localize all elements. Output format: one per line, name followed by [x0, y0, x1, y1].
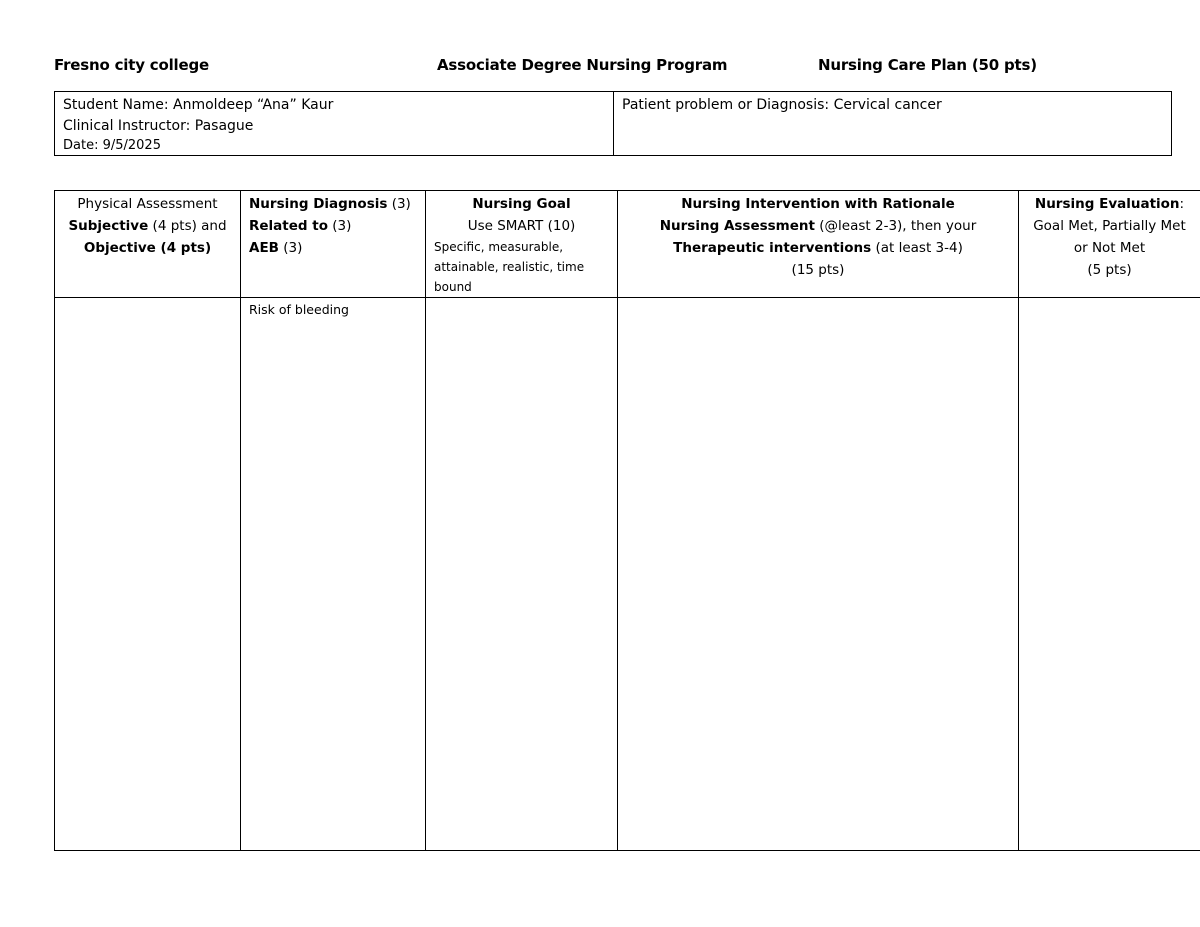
diagnosis-line2: [249, 215, 417, 237]
student-info-cell[interactable]: [55, 92, 614, 155]
evaluation-colon: :: [1179, 196, 1185, 212]
patient-problem: Patient problem or Diagnosis: Cervical cancer: [622, 97, 942, 113]
goal-title: Nursing Goal: [472, 196, 571, 212]
evaluation-options: Goal Met, Partially Met or Not Met: [1033, 218, 1186, 256]
therapeutic-rest: (at least 3-4): [871, 240, 963, 256]
subjective-label: Subjective: [68, 218, 149, 234]
care-plan-table: [54, 190, 1200, 851]
subjective-pts: (4 pts) and: [148, 218, 227, 234]
header-nursing-goal: [426, 191, 618, 298]
related-label: Related to: [249, 218, 328, 234]
student-info-table: [54, 91, 1172, 156]
diagnosis-line1: [249, 193, 417, 215]
assessment-line2: [63, 215, 232, 237]
intervention-line3: [626, 237, 1010, 259]
intervention-line2: [626, 215, 1010, 237]
objective-label: Objective (4 pts): [83, 240, 212, 256]
college-name: Fresno city college: [54, 56, 209, 74]
assessment-label: Nursing Assessment: [659, 218, 815, 234]
therapeutic-label: Therapeutic interventions: [673, 240, 872, 256]
header-nursing-evaluation: [1019, 191, 1200, 298]
aeb-label: AEB: [249, 240, 279, 256]
patient-problem-cell[interactable]: [614, 92, 1171, 155]
evaluation-line1: [1027, 193, 1192, 215]
goal-smart: Use SMART (10): [467, 218, 576, 234]
date: Date: 9/5/2025: [63, 138, 161, 153]
body-physical-assessment[interactable]: [55, 298, 241, 850]
diagnosis-label: Nursing Diagnosis: [249, 196, 388, 212]
assessment-rest: (@least 2-3), then your: [814, 218, 977, 234]
student-name: Student Name: Anmoldeep “Ana” Kaur: [63, 97, 334, 113]
header-physical-assessment: [55, 191, 241, 298]
body-nursing-diagnosis[interactable]: Risk of bleeding: [241, 298, 426, 850]
goal-detail: Specific, measurable, attainable, realistic, time bound: [434, 240, 585, 294]
body-nursing-goal[interactable]: [426, 298, 618, 850]
evaluation-title: Nursing Evaluation: [1034, 196, 1180, 212]
intervention-pts: (15 pts): [791, 262, 845, 278]
intervention-title: Nursing Intervention with Rationale: [681, 196, 955, 212]
program-name: Associate Degree Nursing Program: [437, 56, 728, 74]
clinical-instructor: Clinical Instructor: Pasague: [63, 118, 254, 134]
diagnosis-line3: [249, 237, 417, 259]
care-plan-title: Nursing Care Plan (50 pts): [818, 56, 1037, 74]
related-pts: (3): [328, 218, 352, 234]
header-nursing-diagnosis: [241, 191, 426, 298]
evaluation-pts: (5 pts): [1087, 262, 1132, 278]
aeb-pts: (3): [278, 240, 303, 256]
body-nursing-intervention[interactable]: [618, 298, 1019, 850]
assessment-line1: Physical Assessment: [77, 196, 218, 212]
diagnosis-pts: (3): [387, 196, 411, 212]
body-nursing-evaluation[interactable]: [1019, 298, 1200, 850]
header-nursing-intervention: [618, 191, 1019, 298]
